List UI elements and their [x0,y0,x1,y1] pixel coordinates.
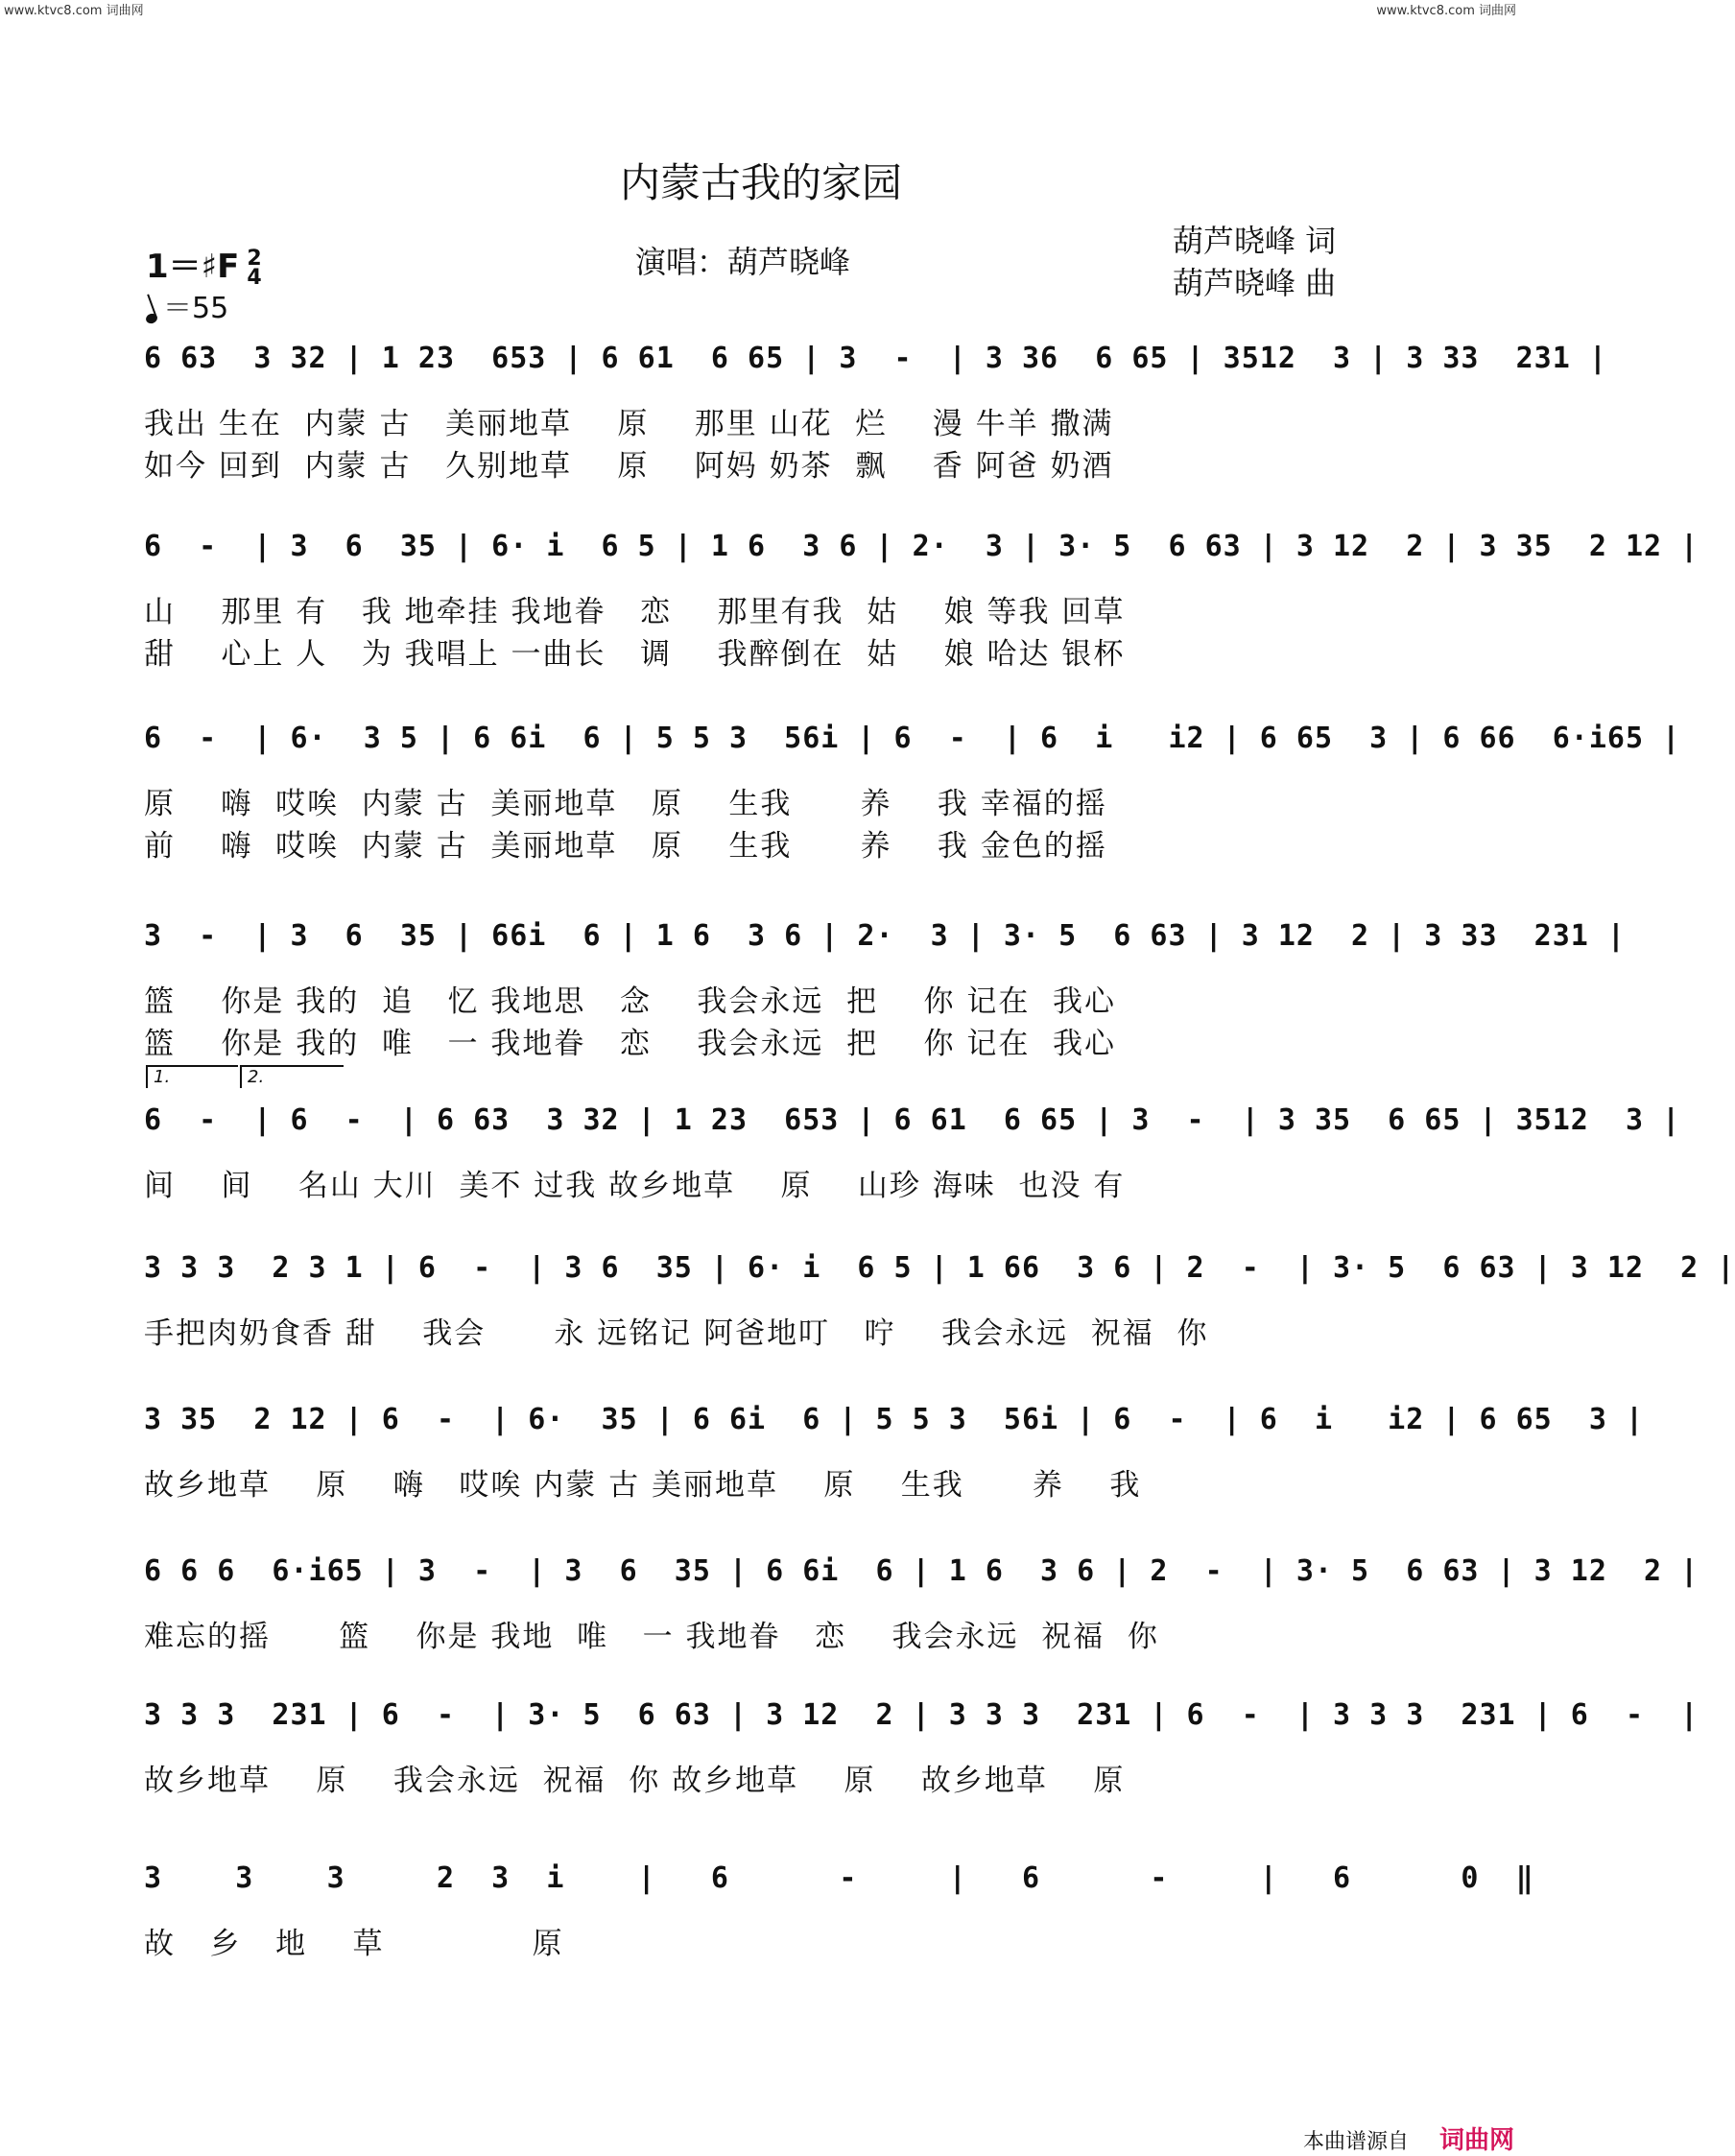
lyric-verse-1: 故乡地草 原 我会永远 祝福 你 故乡地草 原 故乡地草 原 [144,1764,1126,1798]
lyric-verse-2: 甜 心上 人 为 我唱上 一曲长 调 我醉倒在 姑 娘 哈达 银杯 [144,637,1126,672]
tempo-value: ＝55 [163,292,229,325]
score-system-4 [144,919,1626,1063]
header-right-watermark: www.ktvc8.com 词曲网 [1376,4,1516,18]
footer-brand-logo[interactable]: 词曲网 [1439,2126,1515,2155]
composer-credit: 葫芦晓峰 曲 [1173,265,1337,301]
lyricist-credit: 葫芦晓峰 词 [1173,223,1337,259]
score-system-1 [144,342,1607,486]
key-text: 1＝♯F [146,248,240,286]
time-top: 2 [247,246,262,271]
score-system-7 [144,1403,1645,1508]
song-title: 内蒙古我的家园 [619,159,902,206]
score-system-6 [144,1251,1735,1357]
key-signature [146,240,262,288]
lyric-verse-1: 我出 生在 内蒙 古 美丽地草 原 那里 山花 烂 漫 牛羊 撒满 [144,407,1114,441]
quarter-note-icon [145,312,159,325]
notation-line: 3 3 3 2 3 i | 6 - | 6 - | 6 0 ‖ [144,1861,1534,1895]
volta-first-ending: 1. [146,1065,238,1088]
tempo-mark [146,284,228,326]
score-system-9 [144,1698,1699,1804]
notation-line: 3 - | 3 6 35 | 66i 6 | 1 6 3 6 | 2· 3 | 3· 5 6 63 | 3 12 2 | 3 33 231 | [144,919,1626,953]
score-system-5 [144,1067,1681,1209]
singer-credit: 演唱：葫芦晓峰 [635,244,851,280]
lyric-verse-1: 篮 你是 我的 追 忆 我地思 念 我会永远 把 你 记在 我心 [144,984,1117,1019]
footer-source-text: 本曲谱源自 [1303,2130,1410,2154]
header-left-watermark: www.ktvc8.com 词曲网 [4,4,144,18]
notation-line: 6 - | 6 - | 6 63 3 32 | 1 23 653 | 6 61 6 65 | 3 - | 3 35 6 65 | 3512 3 | [144,1103,1681,1137]
score-system-2 [144,530,1699,674]
notation-line: 6 - | 6· 3 5 | 6 6i 6 | 5 5 3 56i | 6 - | 6 i i2 | 6 65 3 | 6 66 6·i65 | [144,722,1681,755]
score-system-8 [144,1554,1699,1660]
lyric-verse-2: 如今 回到 内蒙 古 久别地草 原 阿妈 奶茶 飘 香 阿爸 奶酒 [144,449,1114,484]
lyric-verse-1: 手把肉奶食香 甜 我会 永 远铭记 阿爸地叮 咛 我会永远 祝福 你 [144,1316,1209,1351]
notation-line: 3 3 3 231 | 6 - | 3· 5 6 63 | 3 12 2 | 3 3 3 231 | 6 - | 3 3 3 231 | 6 - | [144,1698,1699,1732]
lyric-verse-1: 故乡地草 原 嗨 哎唉 内蒙 古 美丽地草 原 生我 养 我 [144,1468,1142,1503]
notation-line: 3 3 3 2 3 1 | 6 - | 3 6 35 | 6· i 6 5 | 1 66 3 6 | 2 - | 3· 5 6 63 | 3 12 2 | [144,1251,1735,1285]
score-system-3 [144,722,1681,865]
score-system-10 [144,1861,1534,1967]
time-signature [247,246,262,290]
volta-second-ending: 2. [240,1065,344,1088]
time-bottom: 4 [247,265,262,290]
lyric-verse-2: 篮 你是 我的 唯 一 我地眷 恋 我会永远 把 你 记在 我心 [144,1027,1117,1061]
lyric-verse-2: 前 嗨 哎唉 内蒙 古 美丽地草 原 生我 养 我 金色的摇 [144,829,1107,864]
lyric-verse-1: 间 间 名山 大川 美不 过我 故乡地草 原 山珍 海味 也没 有 [144,1169,1126,1203]
notation-line: 6 63 3 32 | 1 23 653 | 6 61 6 65 | 3 - | 3 36 6 65 | 3512 3 | 3 33 231 | [144,342,1607,375]
lyric-verse-1: 原 嗨 哎唉 内蒙 古 美丽地草 原 生我 养 我 幸福的摇 [144,787,1107,821]
lyric-verse-1: 山 那里 有 我 地牵挂 我地眷 恋 那里有我 姑 娘 等我 回草 [144,595,1126,629]
notation-line: 3 35 2 12 | 6 - | 6· 35 | 6 6i 6 | 5 5 3 56i | 6 - | 6 i i2 | 6 65 3 | [144,1403,1645,1436]
lyric-verse-1: 故 乡 地 草 原 [144,1927,564,1961]
notation-line: 6 6 6 6·i65 | 3 - | 3 6 35 | 6 6i 6 | 1 6 3 6 | 2 - | 3· 5 6 63 | 3 12 2 | [144,1554,1699,1588]
notation-line: 6 - | 3 6 35 | 6· i 6 5 | 1 6 3 6 | 2· 3 | 3· 5 6 63 | 3 12 2 | 3 35 2 12 | [144,530,1699,563]
lyric-verse-1: 难忘的摇 篮 你是 我地 唯 一 我地眷 恋 我会永远 祝福 你 [144,1620,1159,1654]
